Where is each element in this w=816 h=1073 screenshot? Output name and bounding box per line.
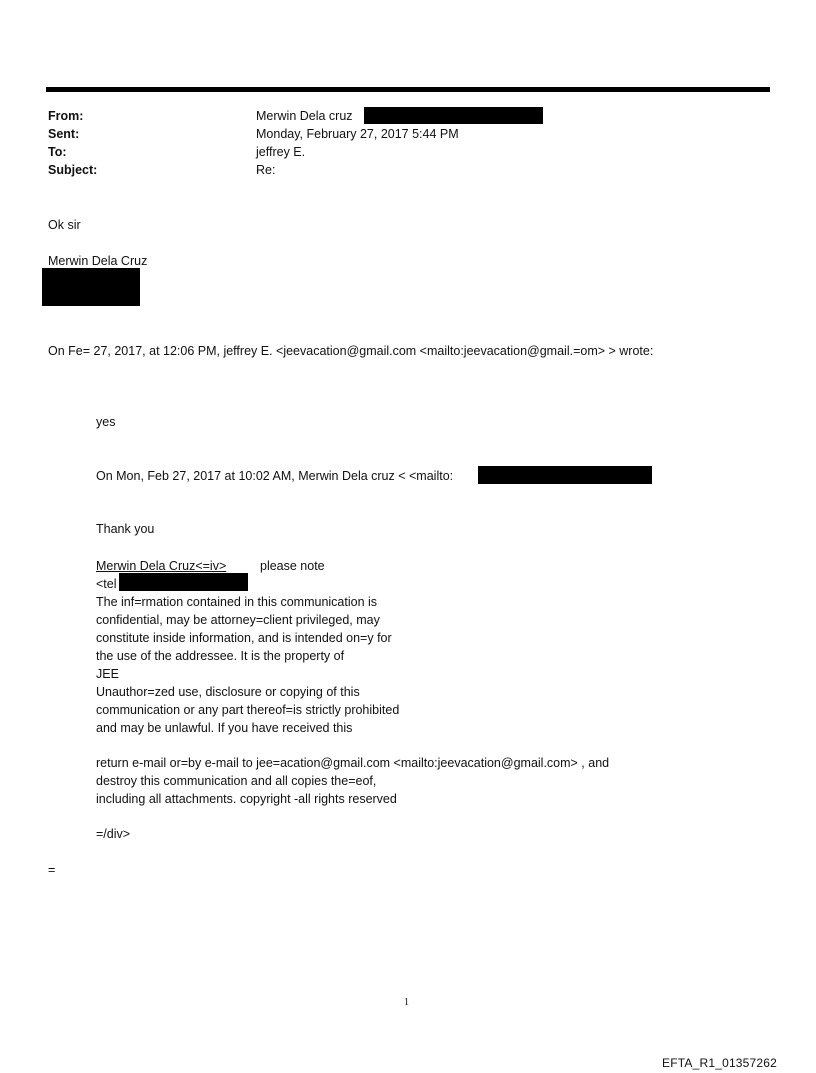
thanks-text: Thank you bbox=[96, 522, 155, 536]
sent-value: Monday, February 27, 2017 5:44 PM bbox=[256, 127, 459, 141]
header-rule bbox=[46, 87, 770, 92]
reply-text: Ok sir bbox=[48, 218, 81, 232]
notice-line: including all attachments. copyright -all rights reserved bbox=[96, 792, 397, 806]
notice-line: constitute inside information, and is intended on=y for bbox=[96, 631, 392, 645]
notice-line: the use of the addressee. It is the property of bbox=[96, 649, 345, 663]
from-value: Merwin Dela cruz bbox=[256, 109, 353, 123]
redaction-from-email bbox=[364, 107, 543, 124]
notice-line: confidential, may be attorney=client privileged, may bbox=[96, 613, 380, 627]
to-label: To: bbox=[48, 145, 67, 159]
subject-value: Re: bbox=[256, 163, 276, 177]
document-id: EFTA_R1_01357262 bbox=[662, 1056, 778, 1070]
sent-label: Sent: bbox=[48, 127, 80, 141]
please-note: please note bbox=[260, 559, 325, 573]
redaction-phone bbox=[119, 573, 248, 591]
from-label: From: bbox=[48, 109, 84, 123]
tel-prefix: <tel bbox=[96, 577, 117, 591]
notice-line: and may be unlawful. If you have received this bbox=[96, 721, 353, 735]
quote-header: On Fe= 27, 2017, at 12:06 PM, jeffrey E. <jeevacation@gmail.com <mailto:jeevacation@gmail.=om> > wrote: bbox=[48, 344, 654, 358]
notice-line: return e-mail or=by e-mail to jee=acation@gmail.com <mailto:jeevacation@gmail.com> , and bbox=[96, 756, 610, 770]
notice-line: Unauthor=zed use, disclosure or copying of this bbox=[96, 685, 360, 699]
redaction-signature bbox=[42, 268, 140, 306]
nested-signature-name: Merwin Dela Cruz<=iv> bbox=[96, 559, 227, 573]
notice-line: destroy this communication and all copies the=eof, bbox=[96, 774, 377, 788]
quoted-reply: yes bbox=[96, 415, 116, 429]
subject-label: Subject: bbox=[48, 163, 98, 177]
nested-quote-header: On Mon, Feb 27, 2017 at 10:02 AM, Merwin Dela cruz < <mailto: bbox=[96, 469, 454, 483]
notice-line: communication or any part thereof=is strictly prohibited bbox=[96, 703, 400, 717]
to-value: jeffrey E. bbox=[256, 145, 306, 159]
notice-block bbox=[96, 593, 399, 737]
notice-line: JEE bbox=[96, 667, 119, 681]
notice-line: The inf=rmation contained in this communication is bbox=[96, 595, 378, 609]
redaction-nested-email bbox=[478, 466, 652, 484]
div-close-text: =/div> bbox=[96, 827, 131, 841]
notice-block-2 bbox=[96, 754, 609, 808]
page-number: 1 bbox=[404, 997, 409, 1008]
equals-text: = bbox=[48, 863, 56, 877]
signature-name: Merwin Dela Cruz bbox=[48, 254, 148, 268]
